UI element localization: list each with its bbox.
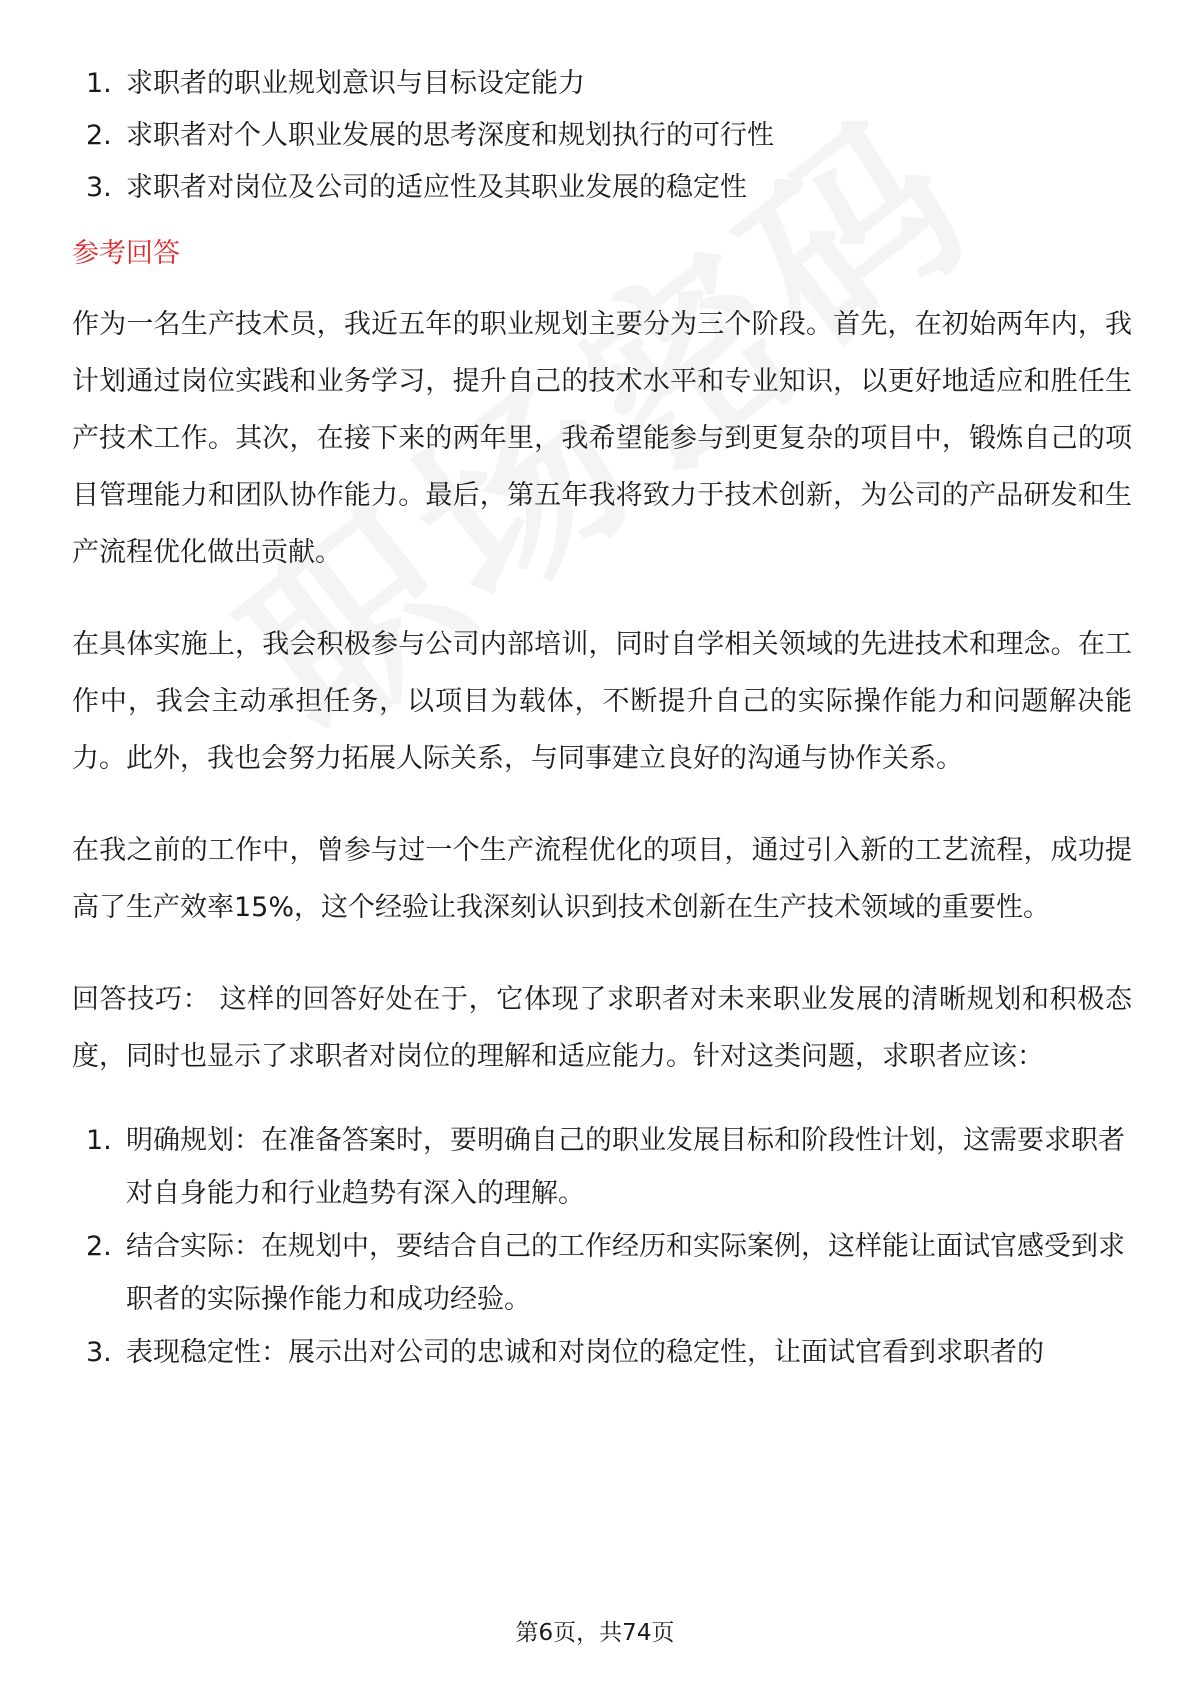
list-number: 1. xyxy=(86,1125,112,1156)
list-text: 求职者对岗位及公司的适应性及其职业发展的稳定性 xyxy=(126,172,747,203)
list-item xyxy=(72,58,1132,110)
page-footer: 第6页，共74页 xyxy=(515,1620,675,1646)
list-text: 求职者的职业规划意识与目标设定能力 xyxy=(126,68,585,99)
list-number: 3. xyxy=(86,172,112,203)
criteria-list xyxy=(72,58,1132,214)
page-content xyxy=(72,58,1132,1379)
list-text: 表现稳定性：展示出对公司的忠诚和对岗位的稳定性，让面试官看到求职者的 xyxy=(126,1337,1044,1368)
list-item xyxy=(72,1114,1132,1220)
list-text: 明确规划：在准备答案时，要明确自己的职业发展目标和阶段性计划，这需要求职者对自身能力和行业趋势有深入的理解。 xyxy=(126,1125,1125,1209)
list-number: 3. xyxy=(86,1337,112,1368)
list-number: 2. xyxy=(86,1231,112,1262)
list-number: 2. xyxy=(86,120,112,151)
list-number: 1. xyxy=(86,68,112,99)
list-text: 结合实际：在规划中，要结合自己的工作经历和实际案例，这样能让面试官感受到求职者的实际操作能力和成功经验。 xyxy=(126,1231,1125,1315)
list-item xyxy=(72,1220,1132,1326)
list-item xyxy=(72,1326,1132,1379)
list-item xyxy=(72,110,1132,162)
list-text: 求职者对个人职业发展的思考深度和规划执行的可行性 xyxy=(126,120,774,151)
section-heading: 参考回答 xyxy=(72,238,180,269)
paragraph: 在我之前的工作中，曾参与过一个生产流程优化的项目，通过引入新的工艺流程，成功提高了生产效率15%，这个经验让我深刻认识到技术创新在生产技术领域的重要性。 xyxy=(72,835,1132,923)
paragraph: 在具体实施上，我会积极参与公司内部培训，同时自学相关领域的先进技术和理念。在工作中，我会主动承担任务，以项目为载体，不断提升自己的实际操作能力和问题解决能力。此外，我也会努力拓展人际关系，与同事建立良好的沟通与协作关系。 xyxy=(72,629,1132,774)
tips-list xyxy=(72,1114,1132,1379)
paragraph: 作为一名生产技术员，我近五年的职业规划主要分为三个阶段。首先，在初始两年内，我计划通过岗位实践和业务学习，提升自己的技术水平和专业知识，以更好地适应和胜任生产技术工作。其次，在接下来的两年里，我希望能参与到更复杂的项目中，锻炼自己的项目管理能力和团队协作能力。最后，第五年我将致力于技术创新，为公司的产品研发和生产流程优化做出贡献。 xyxy=(72,309,1132,568)
answer-tips-paragraph: 回答技巧： 这样的回答好处在于，它体现了求职者对未来职业发展的清晰规划和积极态度，同时也显示了求职者对岗位的理解和适应能力。针对这类问题，求职者应该： xyxy=(72,984,1132,1072)
list-item xyxy=(72,162,1132,214)
